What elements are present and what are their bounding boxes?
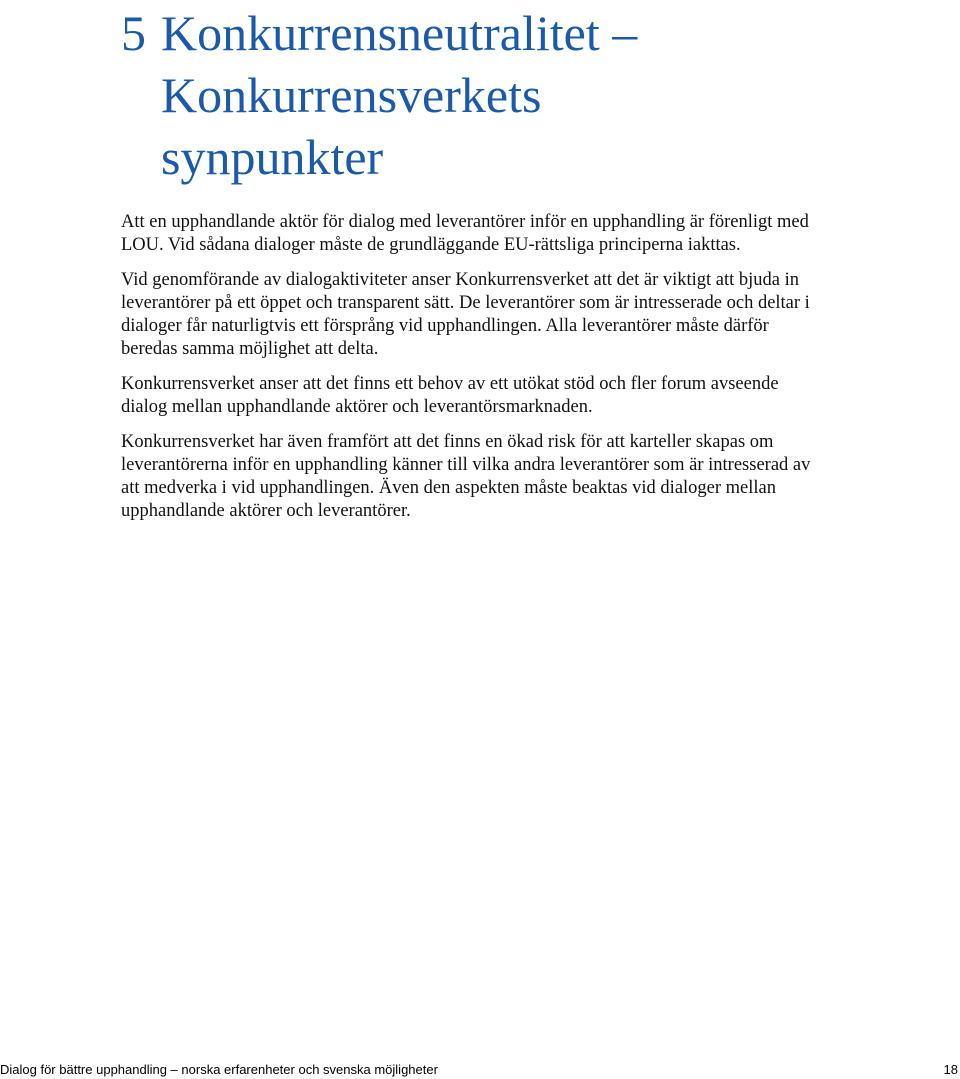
footer-document-title: Dialog för bättre upphandling – norska erfarenheter och svenska möjligheter [0,1062,438,1077]
heading-line-2: Konkurrensverkets [161,67,542,123]
paragraph-2: Vid genomförande av dialogaktiviteter anser Konkurrensverket att det är viktigt att bjuda in leverantörer på ett öppet och transparent sätt. De leverantörer som är intresserade och deltar i dialoger får naturligtvis ett försprång vid upphandlingen. Alla leverantörer måste därför beredas samma möjlighet att delta. [121,270,810,359]
page-footer [0,1062,960,1078]
paragraph-4: Konkurrensverket har även framfört att det finns en ökad risk för att karteller skapas om leverantörerna inför en upphandling känner till vilka andra leverantörer som är intresserad av att medverka i vid upphandlingen. Även den aspekten måste beaktas vid dialoger mellan upphandlande aktörer och leverantörer. [121,432,811,521]
chapter-number: 5 [121,5,146,61]
page-number: 18 [943,1062,958,1077]
paragraph-3: Konkurrensverket anser att det finns ett behov av ett utökat stöd och fler forum avseende dialog mellan upphandlande aktörer och leverantörsmarknaden. [121,374,779,417]
body-text [121,211,821,535]
paragraph-1: Att en upphandlande aktör för dialog med leverantörer inför en upphandling är förenligt med LOU. Vid sådana dialoger måste de grundläggande EU-rättsliga principerna iakttas. [121,212,809,255]
heading-text-1: Konkurrensneutralitet – [161,5,638,61]
chapter-heading [121,2,637,188]
heading-line-3: synpunkter [161,129,384,185]
heading-line-1 [121,2,637,64]
